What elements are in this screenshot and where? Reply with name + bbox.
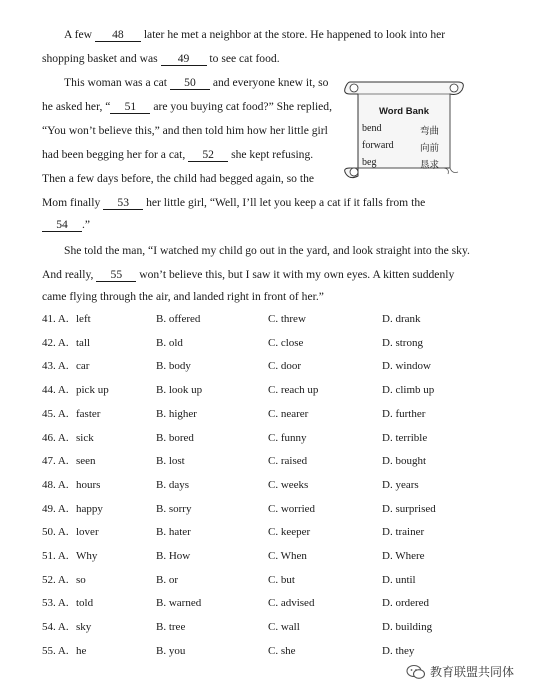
option-c: C. weeks <box>268 478 309 491</box>
answer-blank: 50 <box>170 77 210 90</box>
answer-blank: 49 <box>161 53 207 66</box>
wechat-icon <box>406 664 426 680</box>
option-a: lover <box>76 526 99 539</box>
question-number: 51. A. <box>42 550 69 562</box>
word-bank-translation: 弯曲 <box>420 126 440 137</box>
option-b: B. body <box>156 360 191 373</box>
option-a: faster <box>76 407 101 420</box>
passage-text: her little girl, “Well, I’ll let you keep a cat if it falls from the <box>146 196 426 209</box>
passage-text: are you buying cat food?” She replied, <box>153 100 333 113</box>
option-c: C. threw <box>268 313 306 325</box>
option-d: D. Where <box>382 550 425 562</box>
question-number: 49. A. <box>42 502 69 515</box>
question-number: 54. A. <box>42 621 69 634</box>
option-b: B. hater <box>156 526 191 539</box>
passage-text: She told the man, “I watched my child go out in the yard, and look straight into the sky. <box>64 244 470 257</box>
option-d: D. trainer <box>382 526 425 539</box>
word-bank-term: bend <box>362 123 382 134</box>
option-b: B. you <box>156 644 186 657</box>
option-b: B. or <box>156 573 178 586</box>
option-d: D. until <box>382 573 416 586</box>
answer-blank: 48 <box>95 29 141 42</box>
option-d: D. ordered <box>382 597 430 610</box>
passage-text: A few <box>64 28 93 41</box>
option-a: sky <box>76 621 92 634</box>
word-bank-term: beg <box>362 157 377 168</box>
option-c: C. door <box>268 360 301 373</box>
footer-watermark: 教育联盟共同体 <box>430 665 515 679</box>
passage-text: he asked her, “ <box>42 100 111 113</box>
question-number: 46. A. <box>42 431 69 444</box>
question-number: 42. A. <box>42 336 69 349</box>
passage-line <box>64 244 470 258</box>
option-d: D. bought <box>382 455 426 468</box>
option-b: B. warned <box>156 597 202 610</box>
question-number: 47. A. <box>42 455 69 468</box>
passage-line <box>42 290 324 304</box>
passage-text: And really, <box>42 268 94 281</box>
passage-line <box>42 100 332 114</box>
passage-text: Then a few days before, the child had begged again, so the <box>42 172 315 185</box>
question-number: 55. A. <box>42 644 69 657</box>
passage-text: later he met a neighbor at the store. He happened to look into her <box>143 28 446 41</box>
option-c: C. advised <box>268 597 315 610</box>
option-c: C. When <box>268 550 307 562</box>
option-d: D. surprised <box>382 502 436 515</box>
option-d: D. window <box>382 360 431 373</box>
answer-blank: 55 <box>96 269 136 282</box>
passage-line <box>64 28 445 42</box>
passage-line <box>42 172 314 186</box>
question-number: 53. A. <box>42 597 69 610</box>
option-c: C. wall <box>268 621 300 634</box>
option-d: D. further <box>382 407 426 420</box>
passage-line <box>42 218 90 232</box>
question-number: 41. A. <box>42 313 69 325</box>
option-c: C. she <box>268 644 296 657</box>
option-c: C. close <box>268 336 304 349</box>
passage-line <box>42 268 454 282</box>
option-a: pick up <box>76 384 109 397</box>
option-b: B. How <box>156 550 191 562</box>
question-number: 44. A. <box>42 384 69 397</box>
option-b: B. tree <box>156 621 186 634</box>
option-c: C. worried <box>268 502 316 515</box>
passage-text: .” <box>82 218 91 231</box>
passage-text: to see cat food. <box>209 52 280 65</box>
word-bank-translation: 向前 <box>420 143 440 154</box>
passage-text: This woman was a cat <box>64 76 168 89</box>
option-c: C. nearer <box>268 407 309 420</box>
passage-line <box>42 52 280 66</box>
passage-line <box>64 76 328 90</box>
option-a: so <box>76 573 86 586</box>
option-b: B. look up <box>156 384 203 397</box>
option-c: C. raised <box>268 455 308 468</box>
option-a: Why <box>76 550 98 562</box>
option-d: D. years <box>382 478 419 491</box>
answer-blank: 53 <box>103 197 143 210</box>
passage-text: came flying through the air, and landed right in front of her.” <box>42 290 324 303</box>
option-b: B. old <box>156 336 183 349</box>
option-a: hours <box>76 478 101 491</box>
question-number: 50. A. <box>42 526 69 539</box>
question-number: 45. A. <box>42 407 69 420</box>
option-b: B. offered <box>156 313 201 325</box>
passage-line <box>42 196 425 210</box>
option-a: left <box>76 313 91 325</box>
word-bank-term: forward <box>362 140 394 151</box>
passage-text: and everyone knew it, so <box>212 76 329 89</box>
passage-line <box>42 148 313 162</box>
option-a: happy <box>76 502 103 515</box>
question-number: 52. A. <box>42 573 69 586</box>
passage-text: had been begging her for a cat, <box>42 148 186 161</box>
option-c: C. but <box>268 573 295 586</box>
scroll-frame-icon <box>342 76 466 180</box>
option-d: D. climb up <box>382 384 435 397</box>
option-d: D. building <box>382 621 433 634</box>
word-bank <box>342 76 466 180</box>
question-number: 43. A. <box>42 360 69 373</box>
option-a: told <box>76 597 94 610</box>
option-c: C. reach up <box>268 384 319 397</box>
passage-text: won’t believe this, but I saw it with my own eyes. A kitten suddenly <box>139 268 455 281</box>
option-d: D. drank <box>382 313 421 325</box>
option-a: sick <box>76 431 94 444</box>
option-a: tall <box>76 336 91 349</box>
option-b: B. lost <box>156 455 185 468</box>
passage-text: Mom finally <box>42 196 101 209</box>
answer-blank: 54 <box>42 219 82 232</box>
option-b: B. bored <box>156 431 194 444</box>
passage-text: shopping basket and was <box>42 52 158 65</box>
question-number: 48. A. <box>42 478 69 491</box>
option-c: C. funny <box>268 431 307 444</box>
option-a: car <box>76 360 90 373</box>
option-d: D. strong <box>382 336 423 349</box>
option-a: he <box>76 644 87 657</box>
answer-blank: 51 <box>110 101 150 114</box>
passage-text: “You won’t believe this,” and then told him how her little girl <box>42 124 328 137</box>
word-bank-translation: 恳求 <box>420 160 440 171</box>
option-b: B. sorry <box>156 502 192 515</box>
option-d: D. terrible <box>382 431 428 444</box>
answer-blank: 52 <box>188 149 228 162</box>
option-b: B. days <box>156 478 189 491</box>
option-c: C. keeper <box>268 526 311 539</box>
option-b: B. higher <box>156 407 197 420</box>
option-a: seen <box>76 455 96 468</box>
word-bank-title: Word Bank <box>379 106 429 117</box>
option-d: D. they <box>382 644 415 657</box>
passage-text: she kept refusing. <box>231 148 314 161</box>
passage-line <box>42 124 328 138</box>
